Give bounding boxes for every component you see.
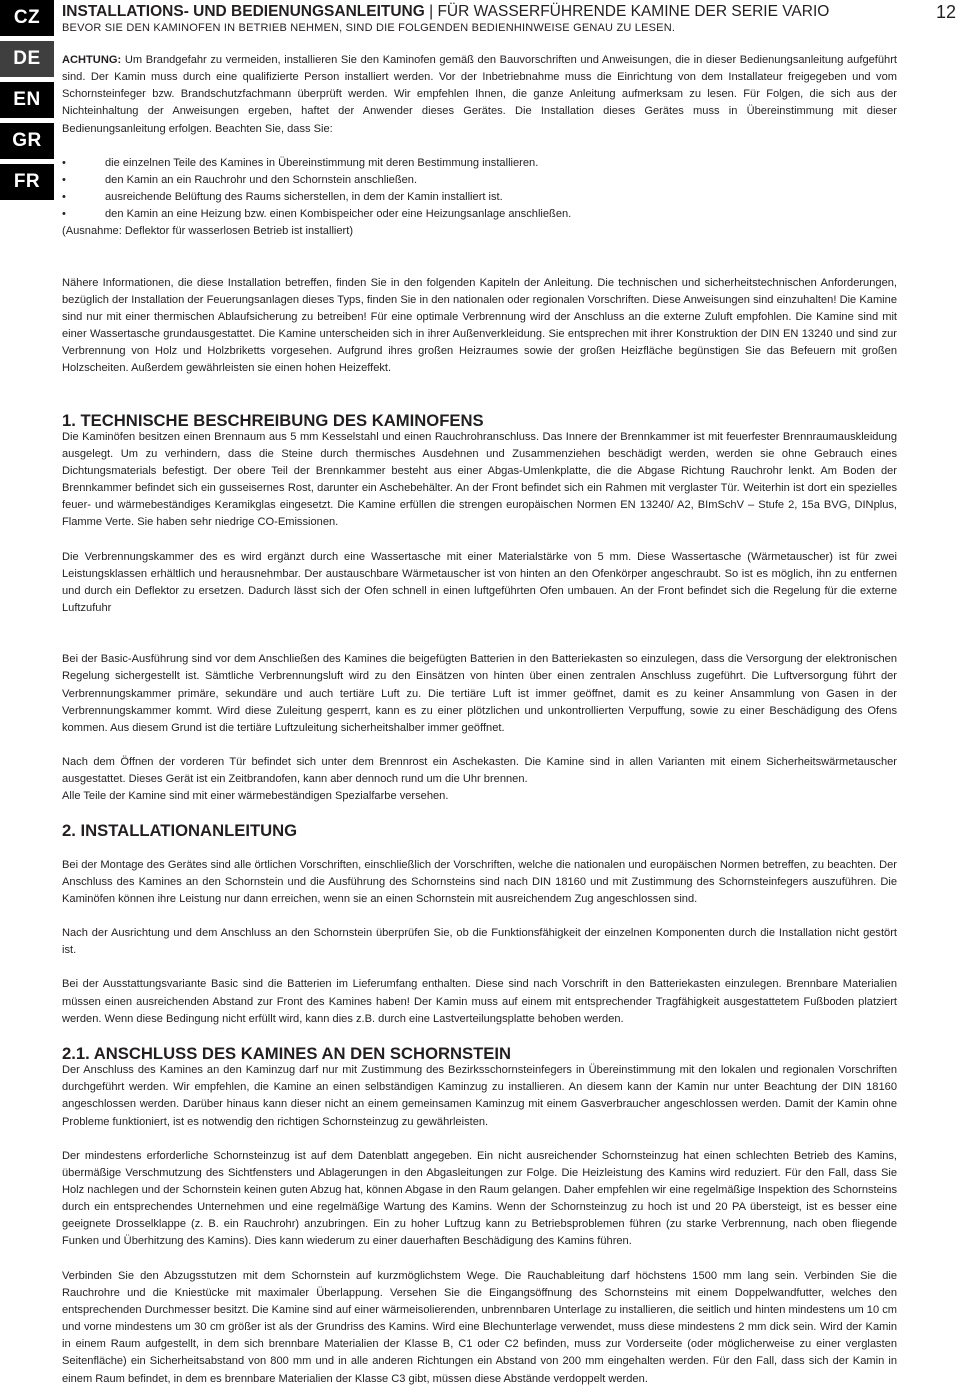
bullet-icon: • bbox=[62, 191, 66, 204]
intro-paragraph: Nähere Informationen, die diese Installation betreffen, finden Sie in den folgenden Kapiteln der Anleitung. Die technischen und sicherheitstechnischen Anforderungen, bezüglich der Installation der Feuerungsanlagen dieses Typs, finden Sie in den nationalen oder regionalen Vorschriften. Diese Anweisungen sind einzuhalten! Die Kamine sind nur mit einer thermischen Ablaufsicherung zu betreiben! Für eine optimale Verbrennung wird der Anschluss an die externe Zuluft empfohlen. Die Kamine sind mit einer Wassertasche grundausgestattet. Die Kamine unterscheiden sich in ihrer Außenverkleidung. Sie entsprechen mit ihrer Konstruktion der DIN EN 13240 und sind zur Verbrennung von Holz und Holzbriketts vorgesehen. Aufgrund ihres großen Heizraumes sowie der großen Heizfläche begünstigen Sie das Befeuern mit großen Holzscheiten. Außerdem gewährleisten sie einen hohen Heizeffekt. bbox=[62, 276, 897, 375]
section-2-1-paragraph: Der Anschluss des Kamines an den Kaminzug darf nur mit Zustimmung des Bezirksschornsteinfegers in Übereinstimmung mit den lokalen und regionalen Vorschriften durchgeführt werden. Wir empfehlen, die Kamine an einen selbständigen Kaminzug zu installieren. An diesem kann der Kamin nur unter Beachtung der DIN 18160 angeschlossen werden. Darüber hinaus kann dieser nicht an einem gemeinsamen Kaminzug mit einem Gasverbraucher angeschlossen werden. Damit der Kamin ohne Probleme funktioniert, ist es notwendig den richtigen Schornsteinzug zu gewährleisten. bbox=[62, 1064, 897, 1128]
section-2-1-paragraph: Der mindestens erforderliche Schornsteinzug ist auf dem Datenblatt angegeben. Ein nicht ausreichender Schornsteinzug hat einen schlechten Betrieb des Kamins, übermäßige Verschmutzung des Sichtfensters und Ablagerungen in den Abgasleitungen zur Folge. Die Heizleistung des Kamins wird reduziert. Für den Fall, dass Sie Holz nachlegen und der Schornstein keinen guten Abzug hat, können Abgase in den Raum gelangen. Daher empfehlen wir eine regelmäßige Inspektion des Schornsteins durch ein entsprechendes Unternehmen und eine regelmäßige Wartung des Kamins. Wenn der Schornsteinzug zu hoch ist und 20 PA übersteigt, ist es besser eine geeignete Drosselklappe (z. B. ein Rauchrohr) anzubringen. Ein zu hoher Luftzug kann zu Betriebsproblemen führen (zu starke Verbrennung, nach oben fliegende Funken und Überhitzung des Kamins). Dies kann wiederum zu einer dauerhaften Beschädigung des Kamins führen. bbox=[62, 1149, 897, 1248]
section-1-paragraph: Die Verbrennungskammer des es wird ergänzt durch eine Wassertasche mit einer Materialstärke von 5 mm. Diese Wassertasche (Wärmetauscher) ist für zwei Leistungsklassen erhältlich und herausnehmbar. Der austauschbare Wärmetauscher ist von hinten an den Ofenkörper angeschraubt. So ist es möglich, ihn zu entfernen und durch ein Deflektor zu ersetzen. Dadurch lässt sich der Ofen schnell in einen luftgeführten Ofen umbauen. An der Front befindet sich die Regelung für die externe Luftzufuhr bbox=[62, 550, 897, 615]
language-tabs bbox=[0, 0, 54, 205]
bullet-note: (Ausnahme: Deflektor für wasserlosen Betrieb ist installiert) bbox=[62, 225, 354, 238]
bullet-icon: • bbox=[62, 156, 66, 169]
list-item: • ausreichende Belüftung des Raums sicherstellen, in dem der Kamin installiert ist. bbox=[62, 189, 897, 206]
document-body bbox=[62, 52, 897, 1388]
section-1-paragraph: Die Kaminöfen besitzen einen Brennaum aus 5 mm Kesselstahl und einen Rauchrohranschluss. Das Innere der Brennkammer ist mit feuerfester Brennraumauskleidung ausgelegt. Um zu verhindern, dass die Steine durch thermisches Ausdehnen und Zusammenziehen beschädigt werden, werden sie ohne Gebrauch eines Dichtungsmaterials befestigt. Der obere Teil der Brennkammer besteht aus einer Abgas-Umlenkplatte, die die Abgase Richtung Rauchrohr lenkt. Am Boden der Brennkammer befindet sich ein gusseisernes Rost, darunter ein Aschebehälter. An der Front befindet sich ein Rahmen mit verglaster Tür. Weiterhin ist dort ein spezielles feuer- und wärmebeständiges Keramikglas eingesetzt. Die Kamine erfüllen die strengen europäischen Normen EN 13240/ A2, BImSchV – Stufe 2, 15a BVG, DINplus, Flamme Verte. Sie haben sehr niedrige CO-Emissionen. bbox=[62, 430, 897, 529]
lang-tab-fr[interactable]: FR bbox=[0, 164, 54, 200]
section-2-heading: 2. INSTALLATIONANLEITUNG bbox=[62, 821, 298, 841]
title-main: INSTALLATIONS- UND BEDIENUNGSANLEITUNG bbox=[62, 3, 425, 20]
document-subtitle: BEVOR SIE DEN KAMINOFEN IN BETRIEB NEHMEN, SIND DIE FOLGENDEN BEDIENHINWEISE GENAU ZU LESEN. bbox=[62, 22, 676, 34]
title-rest: FÜR WASSERFÜHRENDE KAMINE DER SERIE VARIO bbox=[437, 3, 830, 20]
lang-tab-de[interactable]: DE bbox=[0, 41, 54, 77]
bullet-icon: • bbox=[62, 208, 66, 221]
warning-lead: ACHTUNG: bbox=[62, 54, 122, 66]
list-item: • den Kamin an ein Rauchrohr und den Schornstein anschließen. bbox=[62, 172, 897, 189]
section-1-paragraph: Alle Teile der Kamine sind mit einer wärmebeständigen Spezialfarbe versehen. bbox=[62, 790, 449, 803]
warning-paragraph bbox=[62, 52, 897, 138]
lang-tab-en[interactable]: EN bbox=[0, 82, 54, 118]
document-title bbox=[62, 2, 922, 21]
requirements-list bbox=[62, 155, 897, 224]
section-2-paragraph: Nach der Ausrichtung und dem Anschluss an den Schornstein überprüfen Sie, ob die Funktionsfähigkeit der einzelnen Komponenten durch die Installation nicht gestört ist. bbox=[62, 927, 897, 957]
list-item: • den Kamin an eine Heizung bzw. einen Kombispeicher oder eine Heizungsanlage anschließen. bbox=[62, 206, 897, 223]
title-separator: | bbox=[424, 3, 438, 20]
bullet-icon: • bbox=[62, 173, 66, 186]
section-2-1-paragraph: Verbinden Sie den Abzugsstutzen mit dem Schornstein auf kurzmöglichstem Wege. Die Rauchableitung darf höchstens 1500 mm lang sein. Verbinden Sie die Rauchrohre und die Kniestücke mit maximaler Überlappung. Versehen Sie die Eingangsöffnung des Schornsteins mit einem Doppelwandfutter, welches den entsprechenden Durchmesser besitzt. Die Kamine sind auf einer wärmeisolierenden, unbrennbaren Unterlage zu installieren, die seitlich und hinten mindestens um 10 cm und vorne mindestens um 30 cm größer ist als der Grundriss des Kamins. Wird eine Blechunterlage verwendet, muss diese mindestens 2 mm dick sein. Wird der Kamin in einem Raum aufgestellt, in dem sich brennbare Materialien der Klasse B, C1 oder C2 befinden, muss zur Vorderseite (oder möglicherweise zu einer verglasten Seitenfläche) ein Sicherheitsabstand von 800 mm und in alle anderen Richtungen ein Abstand von 200 mm eingehalten werden. Für den Fall, dass sich der Kamin in einem Raum befindet, in dem es brennbare Materialien der Klasse C3 gibt, müssen diese Abstände verdoppelt werden. bbox=[62, 1269, 897, 1385]
page-number: 12 bbox=[935, 2, 956, 22]
document-header bbox=[62, 2, 922, 35]
section-2-paragraph: Bei der Ausstattungsvariante Basic sind die Batterien im Lieferumfang enthalten. Diese sind nach Vorschrift in den Batteriekasten einzulegen. Brennbare Materialien müssen einen ausreichenden Abstand zur Front des Kamines haben! Der Kamin muss auf einem mit entsprechender Tragfähigkeit ausgestattetem Fußboden platziert werden. Wenn diese Bedingung nicht erfüllt wird, kann dies z.B. durch eine Lastverteilungsplatte behoben werden. bbox=[62, 978, 897, 1025]
section-1-heading: 1. TECHNISCHE BESCHREIBUNG DES KAMINOFENS bbox=[62, 410, 484, 430]
section-2-paragraph: Bei der Montage des Gerätes sind alle örtlichen Vorschriften, einschließlich der Vorschriften, welche die nationalen und europäischen Normen betreffen, zu beachten. Der Anschluss des Kamines an den Schornstein und die Ausführung des Schornsteins sind nach DIN 18160 und mit Zustimmung des Schornsteinfegers auszuführen. Die Kaminöfen können ihre Leistung nur dann erreichen, wenn sie an einen Schornstein mit ausreichendem Zug angeschlossen sind. bbox=[62, 858, 897, 905]
lang-tab-cz[interactable]: CZ bbox=[0, 0, 54, 36]
section-1-paragraph: Nach dem Öffnen der vorderen Tür befindet sich unter dem Brennrost ein Aschekasten. Die Kamine sind in allen Varianten mit einem Sicherheitswärmetauscher ausgestattet. Dieses Gerät ist ein Zeitbrandofen, kann aber dennoch rund um die Uhr brennen. bbox=[62, 756, 897, 786]
list-item: • die einzelnen Teile des Kamines in Übereinstimmung mit deren Bestimmung installieren. bbox=[62, 155, 897, 172]
lang-tab-gr[interactable]: GR bbox=[0, 123, 54, 159]
warning-text: Um Brandgefahr zu vermeiden, installieren Sie den Kaminofen gemäß den Bauvorschriften und Anweisungen, die in dieser Bedienungsanleitung aufgeführt sind. Der Kamin muss durch eine qualifizierte Person installiert werden. Vor der Inbetriebnahme muss die Einrichtung von dem Installateur freigegeben und vom Schornsteinfeger bzw. Brandschutzfachmann überprüft werden. Wir empfehlen Ihnen, die ganze Anleitung aufmerksam zu lesen. Für Folgen, die sich aus der Nichteinhaltung der Anweisungen ergeben, haftet der Anwender dieses Gerätes. Die Installation dieses Gerätes muss in Übereinstimmung mit dieser Bedienungsanleitung erfolgen. Beachten Sie, dass Sie: bbox=[62, 54, 897, 135]
section-1-paragraph: Bei der Basic-Ausführung sind vor dem Anschließen des Kamines die beigefügten Batterien in den Batteriekasten so einzulegen, dass die Versorgung der elektronischen Regelung sichergestellt ist. Sämtliche Verbrennungsluft wird zu den Einsätzen von hinten über einen zentralen Anschluss zugeführt. Die Luftversorgung führt der Verbrennungskammer primäre, sekundäre und auch tertiäre Luft zu. Die tertiäre Luft ist immer geöffnet, damit es zu keiner Ansammlung von Gasen in der Verbrennungskammer kommt. Wird diese Zuleitung gesperrt, kann es zu einer plötzlichen und unkontrollierten Verpuffung, sowie zu einer Beschädigung des Ofens kommen. Aus diesem Grund ist die tertiäre Luftzuleitung sicherheitshalber immer geöffnet. bbox=[62, 653, 897, 734]
section-2-1-heading: 2.1. ANSCHLUSS DES KAMINES AN DEN SCHORNSTEIN bbox=[62, 1043, 512, 1063]
